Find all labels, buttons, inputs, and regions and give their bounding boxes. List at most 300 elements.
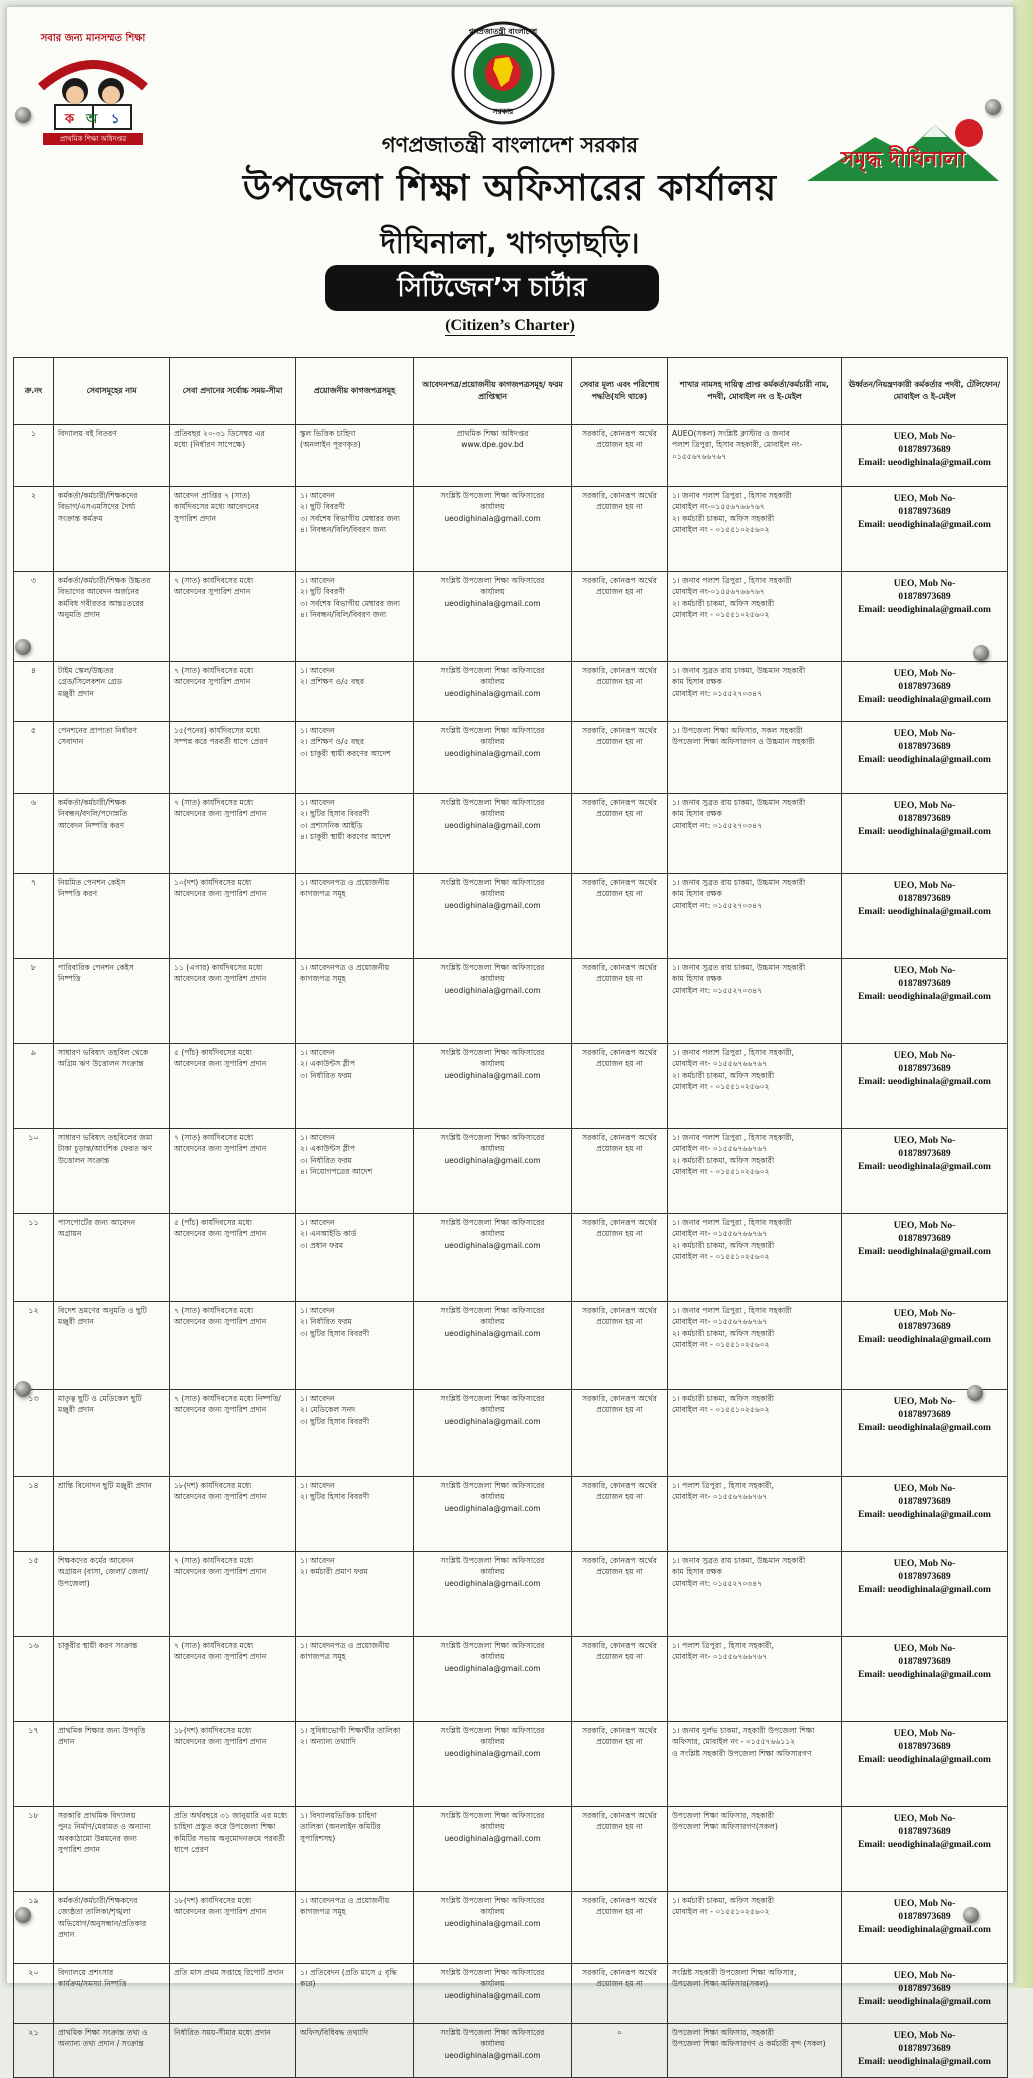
service-line: সেবাদান — [58, 737, 84, 747]
time-line: ১৮(দশ) কার্যদিবসের মধ্যে — [174, 1726, 252, 1735]
citizen-charter-subtitle: (Citizen’s Charter) — [445, 317, 575, 334]
source-line: সংশ্লিষ্ট উপজেলা শিক্ষা অফিসারের — [440, 1218, 545, 1227]
cell-fee — [572, 1214, 668, 1302]
service-line: অগ্রায়ন — [58, 1229, 82, 1239]
time-line: আবেদনের জন্য সুপারিশ প্রদান — [174, 1229, 267, 1239]
pushpin-icon — [15, 1907, 31, 1923]
fee-line: প্রয়োজন হয় না — [596, 809, 643, 819]
contact-line: 01878973689 — [898, 741, 951, 752]
cell-contact — [842, 1214, 1008, 1302]
cell-time — [170, 1807, 296, 1892]
email-link[interactable]: Email: ueodighinala@gmail.com — [858, 754, 991, 765]
contact-line: 01878973689 — [898, 1826, 951, 1837]
cell-source — [414, 1129, 572, 1214]
source-line: কার্যালয় — [480, 1822, 505, 1832]
column-header: সেবা প্রদানের সর্বোচ্চ সময়-সীমা — [170, 358, 296, 425]
column-header: ক্র.নং — [14, 358, 54, 425]
source-line: কার্যালয় — [480, 1979, 505, 1989]
docs-line: অফিস/বিধিবদ্ধ তথ্যাদি — [300, 2028, 369, 2037]
officer-line: AUEO(সকল) সংশ্লিষ্ট ক্লাস্টার ও জনাব — [672, 429, 790, 438]
time-line: আবেদনের জন্য সুপারিশ প্রদান — [174, 1492, 267, 1502]
officer-line: ১। উপজেলা শিক্ষা অফিসার, সকল সহকারী — [672, 726, 803, 735]
officer-line: মোবাইল নং: ০১৫৫২৭০৩৪৭ — [672, 900, 763, 910]
source-line: ueodighinala@gmail.com — [444, 1240, 541, 1250]
fee-line: সরকারি, কোনরূপ অর্থের — [582, 1394, 657, 1403]
cell-service — [54, 1214, 170, 1302]
row-serial: ১৫ — [14, 1552, 54, 1637]
time-line: ৭ (সাত) কার্যদিবসের মধ্যে — [174, 1641, 254, 1650]
row-serial: ১৯ — [14, 1892, 54, 1964]
service-line: অগ্রিম ঋণ উত্তোলন সংক্রান্ত — [58, 1059, 144, 1069]
cell-source — [414, 1302, 572, 1390]
table-row — [14, 1722, 1008, 1807]
time-line: আবেদনের সুপারিশ প্রদান — [174, 587, 251, 597]
pushpin-icon — [967, 1385, 983, 1401]
service-line: সাধারণ ভবিষ্যৎ তহবিলের জমা — [58, 1133, 153, 1142]
email-link[interactable]: Email: ueodighinala@gmail.com — [858, 694, 991, 705]
officer-line: উপজেলা শিক্ষা অফিসারগণ(সকল) — [672, 1822, 778, 1832]
cell-officer — [668, 1892, 842, 1964]
cell-officer — [668, 425, 842, 487]
officer-line: ২। কর্মচারী চাকমা, অফিস সহকারী — [672, 1240, 775, 1250]
time-line: ৭ (সাত) কার্যদিবসের মধ্যে — [174, 798, 254, 807]
officer-line: কাম হিসাব রক্ষক — [672, 974, 722, 984]
docs-line: ১। আবেদন — [300, 666, 335, 675]
cell-time — [170, 1302, 296, 1390]
contact-line: 01878973689 — [898, 813, 951, 824]
docs-line: ২। প্রশিক্ষণ ও/৫ বছর — [300, 737, 365, 747]
fee-line: ০ — [617, 2028, 622, 2037]
docs-line: ২। মেডিকেল সনদ — [300, 1405, 356, 1415]
docs-line: কাগজপত্র সমূহ — [300, 1907, 346, 1917]
cell-service — [54, 2024, 170, 2078]
cell-time — [170, 1129, 296, 1214]
docs-line: ১। সুবিধাভোগী শিক্ষার্থীর তালিকা — [300, 1726, 401, 1735]
source-line: ueodighinala@gmail.com — [444, 1070, 541, 1080]
cell-contact — [842, 1892, 1008, 1964]
row-serial: ৭ — [14, 874, 54, 959]
cell-time — [170, 1637, 296, 1722]
source-line: কার্যালয় — [480, 974, 505, 984]
table-body — [14, 425, 1008, 2078]
contact-line: UEO, Mob No- — [893, 1559, 956, 1569]
source-line: ueodighinala@gmail.com — [444, 1503, 541, 1513]
time-line: আবেদনের জন্য সুপারিশ প্রদান — [174, 1567, 267, 1577]
service-line: মঞ্জুরী প্রদান — [58, 1317, 94, 1327]
docs-line: ১। প্রতিবেদন (প্রতি মাসে ৫ বৃদ্ধি করে) — [300, 1968, 397, 1989]
row-serial: ৪ — [14, 662, 54, 722]
cell-officer — [668, 2024, 842, 2078]
officer-line: মোবাইল নং - ০১৫৫১০২৫৬০২ — [672, 1340, 770, 1350]
docs-line: ১। আবেদন — [300, 1218, 335, 1227]
docs-line: স্কুল ভিত্তিক চাহিদা — [300, 429, 356, 438]
service-line: মাতৃত্ব ছুটি ও মেডিকেল ছুটি — [58, 1394, 142, 1403]
cell-contact — [842, 1302, 1008, 1390]
cell-fee — [572, 1722, 668, 1807]
row-serial: ৬ — [14, 794, 54, 874]
service-line: পুনঃ নির্মাণ/মেরামত ও অন্যান্য — [58, 1822, 151, 1832]
contact-line: 01878973689 — [898, 1063, 951, 1074]
time-line: ৭ (সাত) কার্যদিবসের মধ্যে — [174, 1306, 254, 1315]
cell-service — [54, 1892, 170, 1964]
fee-line: প্রয়োজন হয় না — [596, 1907, 643, 1917]
cell-officer — [668, 1302, 842, 1390]
fee-line: প্রয়োজন হয় না — [596, 1567, 643, 1577]
time-line: ১৫(পনের) কার্যদিবসের মধ্যে — [174, 726, 260, 735]
row-serial: ২০ — [14, 1964, 54, 2024]
email-link[interactable]: Email: ueodighinala@gmail.com — [858, 1422, 991, 1433]
column-header: সেবাসমূহের নাম — [54, 358, 170, 425]
email-link[interactable]: Email: ueodighinala@gmail.com — [858, 826, 991, 837]
cell-service — [54, 1477, 170, 1552]
docs-line: ১। আবেদন — [300, 726, 335, 735]
docs-line: ৩। সর্বশেষ বিভাগীয় মেম্বারর জন্য — [300, 598, 401, 608]
docs-line: কাগজপত্র সমূহ — [300, 974, 346, 984]
source-line: ueodighinala@gmail.com — [444, 820, 541, 830]
table-row — [14, 1477, 1008, 1552]
cell-docs — [296, 1552, 414, 1637]
cell-source — [414, 662, 572, 722]
cell-officer — [668, 874, 842, 959]
source-line: www.dpe.gov.bd — [461, 440, 524, 450]
officer-line: ১। জনাব সুব্রত রায় চাকমা, উচ্চমান সহকারী — [672, 666, 806, 675]
docs-line: ১। আবেদন — [300, 1556, 335, 1565]
officer-line: ১। জনাব পলাশ ত্রিপুরা , হিসাব সহকারী, — [672, 1048, 794, 1057]
cell-contact — [842, 1964, 1008, 2024]
contact-line: UEO, Mob No- — [893, 579, 956, 589]
header-line-government: গণপ্রজাতন্ত্রী বাংলাদেশ সরকার — [381, 133, 639, 157]
cell-contact — [842, 1807, 1008, 1892]
time-line: মধ্যে (নির্ধারণ সাপেক্ষে) — [174, 440, 246, 450]
time-line: ৫ (পাঁচ) কার্যদিবসের মধ্যে — [174, 1218, 252, 1227]
fee-line: প্রয়োজন হয় না — [596, 1229, 643, 1239]
cell-time — [170, 487, 296, 572]
service-line: সরকারি প্রাথমিক বিদ্যালয় — [58, 1811, 136, 1820]
docs-line: ৩। নির্ধারিত ফরম — [300, 1155, 352, 1165]
citizen-charter-title: সিটিজেন’স চার্টার — [325, 265, 659, 311]
docs-line: ১। আবেদন — [300, 1048, 335, 1057]
service-line: পারিবারিক পেনশন কেইস — [58, 963, 134, 972]
officer-line: ১। জনাব পলাশ ত্রিপুরা , হিসাব সহকারী — [672, 1218, 792, 1227]
officer-line: মোবাইল নং: ০১৫৫২৭০৩৪৭ — [672, 688, 763, 698]
cell-officer — [668, 1044, 842, 1129]
cell-contact — [842, 794, 1008, 874]
left-logo-caption: প্রাথমিক শিক্ষা অধিদপ্তর — [59, 135, 127, 143]
citizen-charter-table — [13, 357, 1008, 2078]
cell-time — [170, 1390, 296, 1477]
cell-source — [414, 794, 572, 874]
contact-line: 01878973689 — [898, 1496, 951, 1507]
cell-officer — [668, 572, 842, 662]
officer-line: মোবাইল নং - ০১৫৫১০২৫৬০২ — [672, 525, 770, 535]
cell-officer — [668, 1637, 842, 1722]
email-link[interactable]: Email: ueodighinala@gmail.com — [858, 1669, 991, 1680]
cell-contact — [842, 1390, 1008, 1477]
source-line: সংশ্লিষ্ট উপজেলা শিক্ষা অফিসারের — [440, 878, 545, 887]
source-line: ueodighinala@gmail.com — [444, 598, 541, 608]
docs-line: কাগজপত্র সমূহ — [300, 889, 346, 899]
cell-officer — [668, 487, 842, 572]
cell-fee — [572, 1552, 668, 1637]
contact-line: 01878973689 — [898, 1409, 951, 1420]
officer-line: কাম হিসাব রক্ষক — [672, 1567, 722, 1577]
email-link[interactable]: Email: ueodighinala@gmail.com — [858, 1996, 991, 2007]
cell-fee — [572, 1302, 668, 1390]
service-line: বিদ্যালয়ে প্রশংসার — [58, 1968, 114, 1977]
email-link[interactable]: Email: ueodighinala@gmail.com — [858, 1839, 991, 1850]
cell-fee — [572, 1044, 668, 1129]
cell-fee — [572, 1477, 668, 1552]
cell-time — [170, 1722, 296, 1807]
cell-source — [414, 1964, 572, 2024]
cell-fee — [572, 572, 668, 662]
contact-line: 01878973689 — [898, 591, 951, 602]
officer-line: মোবাইল নং- ০১৫৫৬৭৬৬৭৬৭ — [672, 1144, 768, 1154]
time-line: কমিটির সভায় অনুমোদনক্রমে পরবর্তী — [174, 1833, 285, 1843]
source-line: ueodighinala@gmail.com — [444, 2050, 541, 2060]
cell-fee — [572, 662, 668, 722]
service-line: বিভাগের আবেদন অর্জনের — [58, 587, 140, 597]
email-link[interactable]: Email: ueodighinala@gmail.com — [858, 519, 991, 530]
cell-docs — [296, 1892, 414, 1964]
source-line: সংশ্লিষ্ট উপজেলা শিক্ষা অফিসারের — [440, 1048, 545, 1057]
cell-officer — [668, 662, 842, 722]
source-line: কার্যালয় — [480, 1907, 505, 1917]
table-row — [14, 2024, 1008, 2078]
source-line: সংশ্লিষ্ট উপজেলা শিক্ষা অফিসারের — [440, 963, 545, 972]
service-line: মঞ্জুরী প্রদান — [58, 688, 94, 698]
cell-time — [170, 1214, 296, 1302]
fee-line: সরকারি, কোনরূপ অর্থের — [582, 1811, 657, 1820]
docs-line: ১। আবেদন — [300, 491, 335, 500]
docs-line: ২। ছুটির হিসাব বিবরণী — [300, 809, 370, 819]
cell-contact — [842, 1129, 1008, 1214]
cell-fee — [572, 959, 668, 1044]
cell-docs — [296, 959, 414, 1044]
time-line: প্রতিবছর ২০-৩১ ডিসেম্বর এর — [174, 429, 265, 438]
docs-line: ১। আবেদন — [300, 1394, 335, 1403]
docs-line: ৪। চাকুরী স্থায়ী করণের আদেশ — [300, 832, 391, 842]
docs-line: ২। প্রশিক্ষণ ও/৫ বছর — [300, 677, 365, 687]
time-line: ১৮(দশ) কার্যদিবসের মধ্যে — [174, 1896, 252, 1905]
table-row — [14, 1552, 1008, 1637]
docs-line: ৩। ছুটির হিসাব বিবরণী — [300, 1416, 370, 1426]
seal-text-top: গণপ্রজাতন্ত্রী বাংলাদেশ — [468, 27, 538, 36]
table-row — [14, 1964, 1008, 2024]
officer-line: ১। জনাব সুব্রত রায় চাকমা, উচ্চমান সহকারী — [672, 798, 806, 807]
officer-line: মোবাইল নং - ০১৫৫১০২৫৬০২ — [672, 1252, 770, 1262]
cell-service — [54, 1129, 170, 1214]
cell-docs — [296, 722, 414, 794]
contact-line: UEO, Mob No- — [893, 2031, 956, 2041]
cell-fee — [572, 794, 668, 874]
contact-line: 01878973689 — [898, 2043, 951, 2054]
email-link[interactable]: Email: ueodighinala@gmail.com — [858, 1161, 991, 1172]
email-link[interactable]: Email: ueodighinala@gmail.com — [858, 1334, 991, 1345]
cell-service — [54, 794, 170, 874]
cell-time — [170, 425, 296, 487]
service-line: অগ্রায়ন (বাসা, জেলা/ জেলা/ — [58, 1567, 149, 1577]
source-line: সংশ্লিষ্ট উপজেলা শিক্ষা অফিসারের — [440, 2028, 545, 2037]
row-serial: ৩ — [14, 572, 54, 662]
service-line: সংক্রান্ত কর্মক্রম — [58, 513, 103, 523]
cell-docs — [296, 1637, 414, 1722]
cell-fee — [572, 722, 668, 794]
service-line: কর্মকর্তা/কর্মচারী/শিক্ষকদের — [58, 1896, 138, 1905]
source-line: সংশ্লিষ্ট উপজেলা শিক্ষা অফিসারের — [440, 726, 545, 735]
officer-line: মোবাইল নং - ০১৫৫১০২৫৬০২ — [672, 1082, 770, 1092]
source-line: ueodighinala@gmail.com — [444, 1918, 541, 1928]
officer-line: উপজেলা শিক্ষা অফিসার, সহকারী — [672, 2028, 775, 2037]
source-line: কার্যালয় — [480, 1737, 505, 1747]
notice-board — [6, 6, 1014, 2067]
cell-fee — [572, 1807, 668, 1892]
email-link[interactable]: Email: ueodighinala@gmail.com — [858, 1509, 991, 1520]
email-link[interactable]: Email: ueodighinala@gmail.com — [858, 1924, 991, 1935]
officer-line: ০১৫৫৬৭৬৬৭৬৭ — [672, 451, 727, 461]
source-line: ueodighinala@gmail.com — [444, 1416, 541, 1426]
fee-line: প্রয়োজন হয় না — [596, 1737, 643, 1747]
time-line: সুপারিশ প্রদান — [174, 513, 217, 523]
cell-contact — [842, 2024, 1008, 2078]
row-serial: ৮ — [14, 959, 54, 1044]
officer-line: মোবাইল নং- ০১৫৫৬৭৬৬৭৬৭ — [672, 1317, 768, 1327]
officer-line: ১। কর্মচারী চাকমা, অফিস সহকারী — [672, 1896, 775, 1905]
fee-line: সরকারি, কোনরূপ অর্থের — [582, 878, 657, 887]
docs-line: ১। আবেদন — [300, 1306, 335, 1315]
email-link[interactable]: Email: ueodighinala@gmail.com — [858, 1754, 991, 1765]
cell-officer — [668, 1552, 842, 1637]
table-row — [14, 722, 1008, 794]
fee-line: সরকারি, কোনরূপ অর্থের — [582, 429, 657, 438]
time-line: আবেদনের জন্য সুপারিশ প্রদান — [174, 1059, 267, 1069]
docs-line: ১। বিদ্যালয়ভিত্তিক চাহিদা — [300, 1811, 377, 1820]
service-line: উত্তোলন সংক্রান্ত — [58, 1155, 110, 1165]
service-line: টাকা চূড়ান্ত/আংশিক ফেরত ঋণ — [58, 1144, 153, 1154]
source-line: সংশ্লিষ্ট উপজেলা শিক্ষা অফিসারের — [440, 1306, 545, 1315]
fee-line: প্রয়োজন হয় না — [596, 677, 643, 687]
cell-officer — [668, 1214, 842, 1302]
source-line: ueodighinala@gmail.com — [444, 1663, 541, 1673]
officer-line: মোবাইল নং: ০১৫৫২৭০৩৪৭ — [672, 985, 763, 995]
officer-line: ২। কর্মচারী চাকমা, অফিস সহকারী — [672, 1070, 775, 1080]
time-line: আবেদনের জন্য সুপারিশ প্রদান — [174, 1907, 267, 1917]
time-line: আবেদনের জন্য সুপারিশ প্রদান — [174, 974, 267, 984]
officer-line: মোবাইল নং: ০১৫৫২৭০৩৪৭ — [672, 820, 763, 830]
fee-line: সরকারি, কোনরূপ অর্থের — [582, 1726, 657, 1735]
email-link[interactable]: Email: ueodighinala@gmail.com — [858, 1076, 991, 1087]
time-line: আবেদনের জন্য সুপারিশ প্রদান — [174, 1737, 267, 1747]
source-line: ueodighinala@gmail.com — [444, 1748, 541, 1758]
svg-text:অ: অ — [86, 112, 98, 127]
source-line: কার্যালয় — [480, 1229, 505, 1239]
fee-line: প্রয়োজন হয় না — [596, 1979, 643, 1989]
email-link[interactable]: Email: ueodighinala@gmail.com — [858, 1584, 991, 1595]
time-line: ধাপে প্রেরণ — [174, 1845, 209, 1855]
cell-service — [54, 1807, 170, 1892]
source-line: ueodighinala@gmail.com — [444, 900, 541, 910]
service-line: প্রাথমিক শিক্ষা সংক্রান্ত তথ্য ও — [58, 2028, 148, 2037]
source-line: ueodighinala@gmail.com — [444, 688, 541, 698]
email-link[interactable]: Email: ueodighinala@gmail.com — [858, 1246, 991, 1257]
cell-source — [414, 959, 572, 1044]
contact-line: 01878973689 — [898, 893, 951, 904]
time-line: ৭ (সাত) কার্যদিবসের মধ্যে — [174, 666, 254, 675]
fee-line: সরকারি, কোনরূপ অর্থের — [582, 1481, 657, 1490]
table-row — [14, 1637, 1008, 1722]
service-line: পেনশনের প্রাপ্যতা নির্ধারণ — [58, 726, 137, 735]
contact-line: UEO, Mob No- — [893, 1136, 956, 1146]
cell-time — [170, 1964, 296, 2024]
docs-line: ১। আবেদন — [300, 1481, 335, 1490]
table-row — [14, 487, 1008, 572]
table-row — [14, 1129, 1008, 1214]
table-row — [14, 1214, 1008, 1302]
docs-line: ২। অন্যান্য তথ্যাদি — [300, 1737, 356, 1747]
source-line: ueodighinala@gmail.com — [444, 1833, 541, 1843]
service-line: কর্মকর্তা/কর্মচারী/শিক্ষকদের — [58, 491, 138, 500]
contact-line: 01878973689 — [898, 506, 951, 517]
officer-line: মোবাইল নং- ০১৫৫৬৭৬৬৭৬৭ — [672, 1492, 768, 1502]
cell-source — [414, 1722, 572, 1807]
cell-service — [54, 1722, 170, 1807]
source-line: কার্যালয় — [480, 1567, 505, 1577]
docs-line: ২। ছুটি বিবরণী — [300, 502, 345, 512]
fee-line: সরকারি, কোনরূপ অর্থের — [582, 666, 657, 675]
time-line: আবেদনের জন্য সুপারিশ প্রদান — [174, 889, 267, 899]
fee-line: প্রয়োজন হয় না — [596, 1492, 643, 1502]
email-link[interactable]: Email: ueodighinala@gmail.com — [858, 991, 991, 1002]
contact-line: 01878973689 — [898, 681, 951, 692]
docs-line: ২। এনআইডি কার্ড — [300, 1229, 357, 1239]
cell-docs — [296, 662, 414, 722]
contact-line: UEO, Mob No- — [893, 801, 956, 811]
svg-text:১: ১ — [111, 112, 120, 127]
cell-fee — [572, 425, 668, 487]
cell-fee — [572, 2024, 668, 2078]
officer-line: মোবাইল নং: ০১৫৫২৭০৩৪৭ — [672, 1578, 763, 1588]
fee-line: সরকারি, কোনরূপ অর্থের — [582, 1133, 657, 1142]
officer-line: ১। জনাব সুব্রত রায় চাকমা, উচ্চমান সহকারী — [672, 878, 806, 887]
contact-line: 01878973689 — [898, 1321, 951, 1332]
officer-line: ১। জনাব সুব্রত রায় চাকমা, উচ্চমান সহকারী — [672, 1556, 806, 1565]
docs-line: ৩। চাকুরী স্থায়ী করণের আদেশ — [300, 748, 391, 758]
fee-line: সরকারি, কোনরূপ অর্থের — [582, 1218, 657, 1227]
fee-line: প্রয়োজন হয় না — [596, 440, 643, 450]
contact-line: UEO, Mob No- — [893, 1644, 956, 1654]
time-line: আবেদনের জন্য সুপারিশ প্রদান — [174, 1405, 267, 1415]
cell-time — [170, 2024, 296, 2078]
source-line: সংশ্লিষ্ট উপজেলা শিক্ষা অফিসারের — [440, 576, 545, 585]
fee-line: সরকারি, কোনরূপ অর্থের — [582, 1556, 657, 1565]
source-line: সংশ্লিষ্ট উপজেলা শিক্ষা অফিসারের — [440, 1726, 545, 1735]
email-link[interactable]: Email: ueodighinala@gmail.com — [858, 457, 991, 468]
officer-line: ২। কর্মচারী চাকমা, অফিস সহকারী — [672, 598, 775, 608]
fee-line: প্রয়োজন হয় না — [596, 737, 643, 747]
email-link[interactable]: Email: ueodighinala@gmail.com — [858, 906, 991, 917]
docs-line: ১। আবেদনপত্র ও প্রয়োজনীয় — [300, 1896, 390, 1905]
officer-line: ১। কর্মচারী চাকমা, অফিস সহকারী — [672, 1394, 775, 1403]
email-link[interactable]: Email: ueodighinala@gmail.com — [858, 2056, 991, 2067]
cell-fee — [572, 1637, 668, 1722]
cell-docs — [296, 1722, 414, 1807]
email-link[interactable]: Email: ueodighinala@gmail.com — [858, 604, 991, 615]
column-header: ঊর্ধ্বতন/নিয়ন্ত্রণকারী কর্মকর্তার পদবী, টেলিফোন/মোবাইল ও ই-মেইল — [842, 358, 1008, 425]
cell-contact — [842, 1637, 1008, 1722]
cell-docs — [296, 2024, 414, 2078]
cell-time — [170, 1044, 296, 1129]
contact-line: 01878973689 — [898, 1911, 951, 1922]
